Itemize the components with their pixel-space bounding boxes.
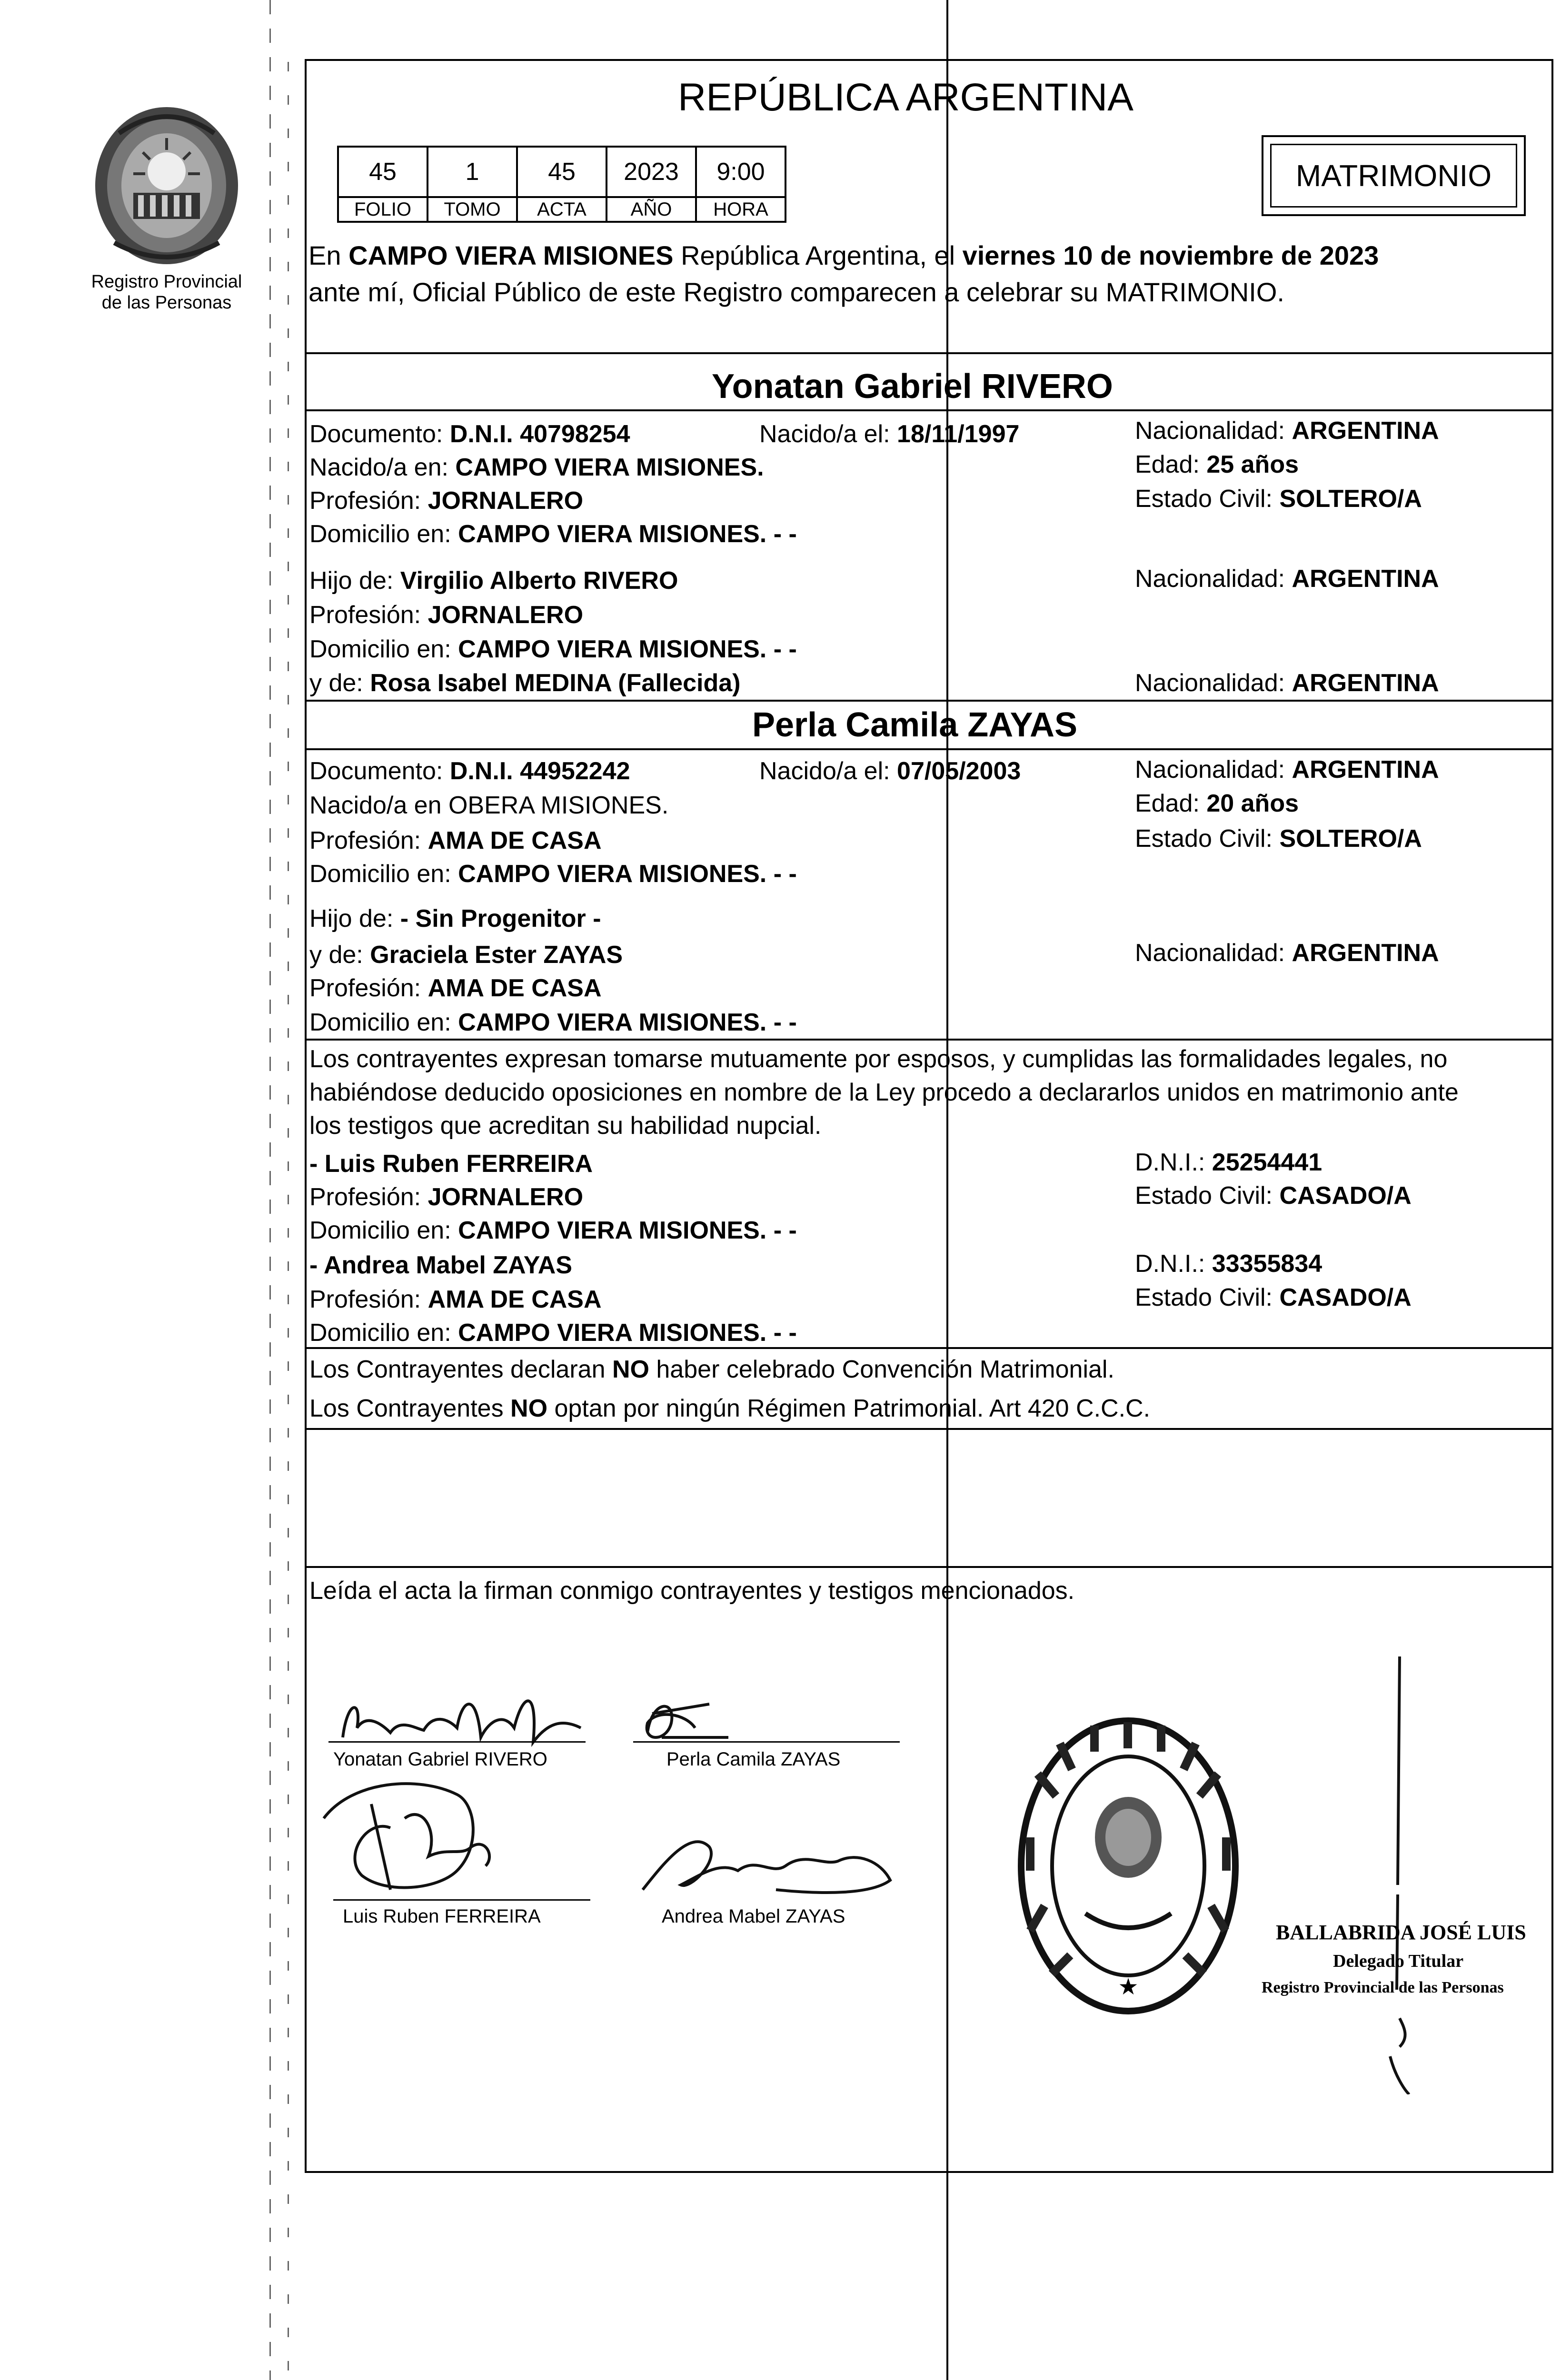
witness-1-dni: D.N.I.: 25254441 bbox=[1135, 1149, 1322, 1176]
c2-civil-status: Estado Civil: SOLTERO/A bbox=[1135, 825, 1422, 853]
signature-label-andrea: Andrea Mabel ZAYAS bbox=[662, 1906, 845, 1927]
divider bbox=[305, 1347, 1553, 1349]
c1-age: Edad: 25 años bbox=[1135, 451, 1299, 478]
c2-age: Edad: 20 años bbox=[1135, 790, 1299, 817]
officer-office: Registro Provincial de las Personas bbox=[1262, 1979, 1504, 1996]
c1-document: Documento: D.N.I. 40798254 bbox=[309, 420, 630, 448]
witness-2-dni: D.N.I.: 33355834 bbox=[1135, 1250, 1322, 1278]
signature-ferreira bbox=[314, 1775, 581, 1904]
signature-line bbox=[633, 1741, 900, 1743]
declaration-line-3: los testigos que acreditan su habilidad nupcial. bbox=[309, 1112, 822, 1140]
c2-domicile: Domicilio en: CAMPO VIERA MISIONES. - - bbox=[309, 860, 797, 888]
misiones-seal-icon bbox=[86, 100, 248, 271]
witness-1-name: - Luis Ruben FERREIRA bbox=[309, 1150, 593, 1178]
intro-line-1: En CAMPO VIERA MISIONES República Argentina, el viernes 10 de noviembre de 2023 bbox=[308, 240, 1379, 270]
closing-statement: Leída el acta la firman conmigo contrayentes y testigos mencionados. bbox=[309, 1577, 1075, 1605]
hora-value: 9:00 bbox=[696, 147, 785, 197]
c1-father: Hijo de: Virgilio Alberto RIVERO bbox=[309, 567, 678, 595]
c2-born: Nacido/a el: 07/05/2003 bbox=[759, 757, 1021, 785]
witness-1-domicile: Domicilio en: CAMPO VIERA MISIONES. - - bbox=[309, 1217, 797, 1244]
c1-father-nationality: Nacionalidad: ARGENTINA bbox=[1135, 565, 1439, 593]
intro-line-2: ante mí, Oficial Público de este Registro comparecen a celebrar su MATRIMONIO. bbox=[308, 277, 1284, 307]
folio-value: 45 bbox=[338, 147, 428, 197]
page-title: REPÚBLICA ARGENTINA bbox=[678, 76, 1133, 119]
c1-father-profession: Profesión: JORNALERO bbox=[309, 601, 584, 629]
margin-line bbox=[269, 0, 271, 2380]
c1-domicile: Domicilio en: CAMPO VIERA MISIONES. - - bbox=[309, 520, 797, 548]
province-logo bbox=[86, 100, 248, 271]
contrayente-1-name: Yonatan Gabriel RIVERO bbox=[712, 367, 1113, 406]
fold-line bbox=[946, 0, 948, 2380]
tomo-value: 1 bbox=[428, 147, 517, 197]
anio-value: 2023 bbox=[607, 147, 696, 197]
contrayente-2-name: Perla Camila ZAYAS bbox=[752, 706, 1078, 744]
c1-born: Nacido/a el: 18/11/1997 bbox=[759, 420, 1020, 448]
acta-value: 45 bbox=[517, 147, 607, 197]
anio-label: AÑO bbox=[607, 197, 696, 222]
convention-line-2: Los Contrayentes NO optan por ningún Régimen Patrimonial. Art 420 C.C.C. bbox=[309, 1395, 1151, 1422]
hora-label: HORA bbox=[696, 197, 785, 222]
divider bbox=[305, 352, 1553, 354]
divider bbox=[305, 1428, 1553, 1430]
c2-mother-profession: Profesión: AMA DE CASA bbox=[309, 974, 602, 1002]
witness-2-civil-status: Estado Civil: CASADO/A bbox=[1135, 1284, 1412, 1311]
witness-1-profession: Profesión: JORNALERO bbox=[309, 1183, 584, 1211]
signature-line bbox=[328, 1741, 586, 1743]
signature-label-perla: Perla Camila ZAYAS bbox=[666, 1749, 841, 1770]
c1-civil-status: Estado Civil: SOLTERO/A bbox=[1135, 485, 1422, 513]
signature-line bbox=[333, 1899, 590, 1901]
c1-mother-nationality: Nacionalidad: ARGENTINA bbox=[1135, 669, 1439, 697]
witness-2-profession: Profesión: AMA DE CASA bbox=[309, 1286, 602, 1313]
c1-mother: y de: Rosa Isabel MEDINA (Fallecida) bbox=[309, 669, 741, 697]
c2-mother-nationality: Nacionalidad: ARGENTINA bbox=[1135, 939, 1439, 967]
svg-text:★: ★ bbox=[1118, 1973, 1139, 2000]
c1-birthplace: Nacido/a en: CAMPO VIERA MISIONES. bbox=[309, 454, 764, 481]
divider bbox=[305, 1566, 1553, 1568]
divider bbox=[305, 748, 1553, 750]
signature-label-rivero: Yonatan Gabriel RIVERO bbox=[333, 1749, 547, 1770]
signature-label-ferreira: Luis Ruben FERREIRA bbox=[343, 1906, 541, 1927]
declaration-line-2: habiéndose deducido oposiciones en nombre de la Ley procedo a declararlos unidos en matrimonio ante bbox=[309, 1079, 1459, 1106]
c2-profession: Profesión: AMA DE CASA bbox=[309, 827, 602, 854]
c2-nationality: Nacionalidad: ARGENTINA bbox=[1135, 756, 1439, 783]
logo-caption-2: de las Personas bbox=[101, 293, 232, 313]
c2-father: Hijo de: - Sin Progenitor - bbox=[309, 905, 601, 932]
witness-1-civil-status: Estado Civil: CASADO/A bbox=[1135, 1182, 1412, 1210]
acta-table bbox=[337, 146, 786, 223]
officer-title: Delegado Titular bbox=[1333, 1951, 1464, 1971]
c1-nationality: Nacionalidad: ARGENTINA bbox=[1135, 417, 1439, 445]
declaration-line-1: Los contrayentes expresan tomarse mutuamente por esposos, y cumplidas las formalidades legales, no bbox=[309, 1045, 1448, 1073]
c2-mother: y de: Graciela Ester ZAYAS bbox=[309, 941, 623, 969]
margin-line bbox=[288, 62, 289, 2380]
folio-label: FOLIO bbox=[338, 197, 428, 222]
divider bbox=[305, 1039, 1553, 1041]
tomo-label: TOMO bbox=[428, 197, 517, 222]
c1-profession: Profesión: JORNALERO bbox=[309, 487, 584, 515]
c2-birthplace: Nacido/a en OBERA MISIONES. bbox=[309, 792, 669, 819]
c2-mother-domicile: Domicilio en: CAMPO VIERA MISIONES. - - bbox=[309, 1009, 797, 1036]
acta-label: ACTA bbox=[517, 197, 607, 222]
officer-signature bbox=[1381, 1647, 1419, 2094]
witness-2-domicile: Domicilio en: CAMPO VIERA MISIONES. - - bbox=[309, 1319, 797, 1347]
official-stamp-icon bbox=[1014, 1714, 1243, 2018]
convention-line-1: Los Contrayentes declaran NO haber celebrado Convención Matrimonial. bbox=[309, 1356, 1114, 1383]
divider bbox=[305, 409, 1553, 411]
officer-name: BALLABRIDA JOSÉ LUIS bbox=[1276, 1921, 1526, 1944]
witness-2-name: - Andrea Mabel ZAYAS bbox=[309, 1251, 572, 1279]
document-type: MATRIMONIO bbox=[1270, 144, 1517, 208]
logo-caption-1: Registro Provincial bbox=[91, 272, 242, 292]
divider bbox=[305, 700, 1553, 702]
c1-father-domicile: Domicilio en: CAMPO VIERA MISIONES. - - bbox=[309, 635, 797, 663]
c2-document: Documento: D.N.I. 44952242 bbox=[309, 757, 630, 785]
document-type-box bbox=[1262, 135, 1526, 216]
signature-zayas-andrea bbox=[633, 1818, 900, 1904]
